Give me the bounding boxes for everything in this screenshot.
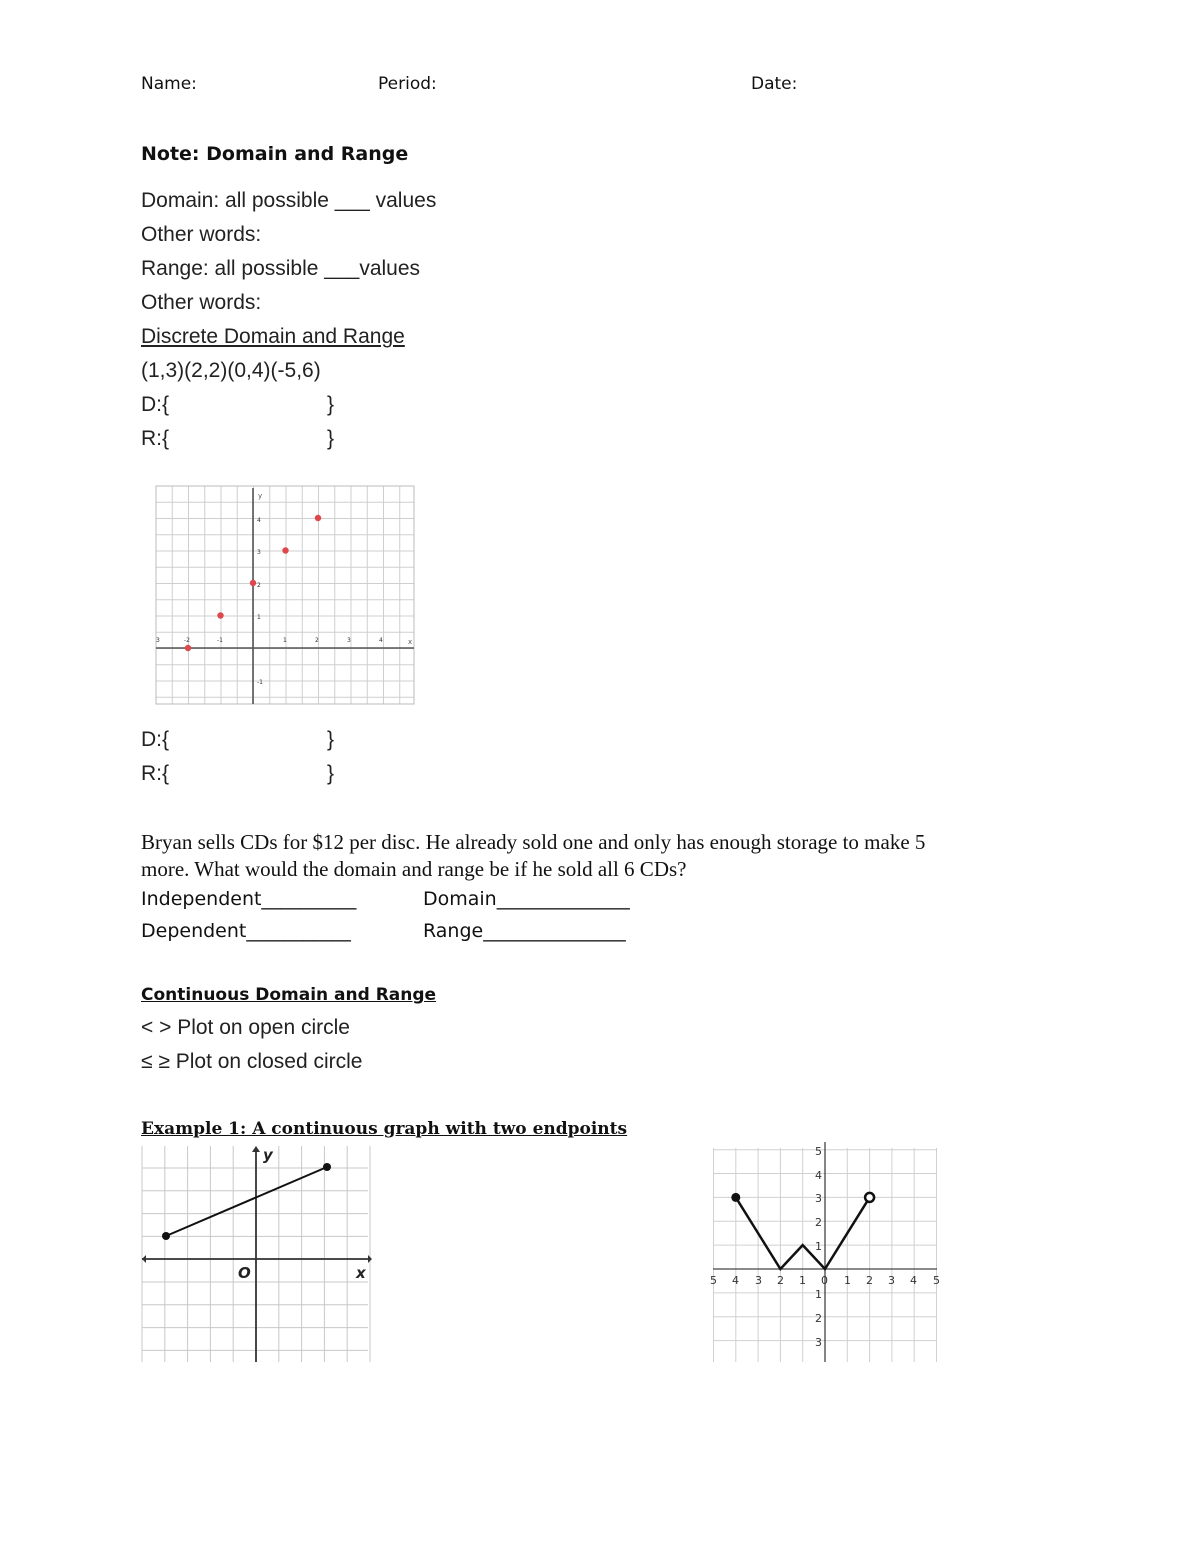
closed-endpoint [162, 1232, 170, 1240]
x-tick-label: 2 [777, 1274, 784, 1287]
data-point [282, 547, 288, 553]
x-tick-label: 1 [799, 1274, 806, 1287]
dependent-blank: Dependent___________ [141, 920, 351, 942]
data-point [250, 580, 256, 586]
y-tick-label: 2 [815, 1216, 822, 1229]
range-definition: Range: all possible ___values [141, 257, 421, 280]
x-tick-label: -2 [184, 637, 190, 644]
y-tick-label: 3 [815, 1336, 822, 1349]
y-tick-label: 3 [815, 1192, 822, 1205]
line-segment [166, 1167, 327, 1236]
closed-endpoint [731, 1193, 740, 1202]
closed-endpoint [323, 1163, 331, 1171]
x-tick-label: 1 [844, 1274, 851, 1287]
domain-answer-open: D:{ [141, 393, 170, 416]
domain-answer-close: } [327, 393, 335, 416]
other-words-label: Other words: [141, 291, 262, 314]
y-tick-label: 4 [815, 1169, 822, 1182]
range-answer-open: R:{ [141, 762, 170, 785]
axes [156, 488, 414, 704]
y-axis-label: y [258, 492, 263, 500]
x-tick-label: 3 [755, 1274, 762, 1287]
other-words-label: Other words: [141, 223, 262, 246]
x-tick-label: 1 [283, 637, 287, 644]
x-axis-label: x [408, 638, 413, 646]
x-tick-label: 2 [315, 637, 319, 644]
x-tick-label: 5 [933, 1274, 940, 1287]
data-point [185, 645, 191, 651]
y-tick-label: -1 [257, 679, 263, 686]
continuous-heading: Continuous Domain and Range [141, 985, 437, 1005]
note-title: Note: Domain and Range [141, 143, 409, 165]
discrete-heading: Discrete Domain and Range [141, 325, 405, 348]
word-problem-line-1: Bryan sells CDs for $12 per disc. He already sold one and only has enough storage to make 5 [141, 830, 926, 854]
x-axis-arrow [142, 1255, 146, 1263]
example-1-heading: Example 1: A continuous graph with two endpoints [141, 1119, 628, 1139]
origin-label: O [238, 1264, 251, 1282]
date-label: Date: [751, 74, 798, 94]
domain-blank: Domain______________ [423, 888, 630, 910]
x-tick-label: 4 [732, 1274, 739, 1287]
x-tick-label: 4 [379, 637, 383, 644]
y-tick-label: 4 [257, 517, 261, 524]
x-tick-label: 3 [347, 637, 351, 644]
y-tick-label: 1 [257, 614, 261, 621]
y-tick-label: 3 [257, 549, 261, 556]
period-label: Period: [378, 74, 437, 94]
discrete-points-graph [150, 482, 420, 708]
range-answer-open: R:{ [141, 427, 170, 450]
y-tick-label: 5 [815, 1145, 822, 1158]
example-1-graph-a [140, 1144, 372, 1364]
range-blank: Range_______________ [423, 920, 626, 942]
x-tick-label: 3 [156, 637, 160, 644]
points-set: (1,3)(2,2)(0,4)(-5,6) [141, 359, 321, 382]
word-problem-line-2: more. What would the domain and range be if he sold all 6 CDs? [141, 857, 687, 881]
domain-answer-open: D:{ [141, 728, 170, 751]
data-point [315, 515, 321, 521]
closed-circle-rule: ≤ ≥ Plot on closed circle [141, 1050, 363, 1073]
x-tick-label: 2 [866, 1274, 873, 1287]
x-tick-label: 0 [821, 1274, 828, 1287]
independent-blank: Independent__________ [141, 888, 357, 910]
open-endpoint [865, 1193, 874, 1202]
open-circle-rule: < > Plot on open circle [141, 1016, 350, 1039]
y-tick-label: 2 [815, 1312, 822, 1325]
y-tick-label: 2 [257, 582, 261, 589]
domain-answer-close: } [327, 728, 335, 751]
domain-definition: Domain: all possible ___ values [141, 189, 437, 212]
x-tick-label: 3 [888, 1274, 895, 1287]
data-point [217, 612, 223, 618]
x-tick-label: 4 [910, 1274, 917, 1287]
x-tick-label: -1 [217, 637, 223, 644]
example-1-graph-b [705, 1138, 945, 1364]
y-axis-label: y [263, 1146, 273, 1164]
x-axis-label: x [356, 1264, 366, 1282]
name-label: Name: [141, 74, 197, 94]
y-axis-arrow [252, 1146, 260, 1152]
y-tick-label: 1 [815, 1288, 822, 1301]
grid-lines [156, 486, 414, 704]
range-answer-close: } [327, 427, 335, 450]
y-tick-label: 1 [815, 1240, 822, 1253]
range-answer-close: } [327, 762, 335, 785]
x-tick-label: 5 [710, 1274, 717, 1287]
